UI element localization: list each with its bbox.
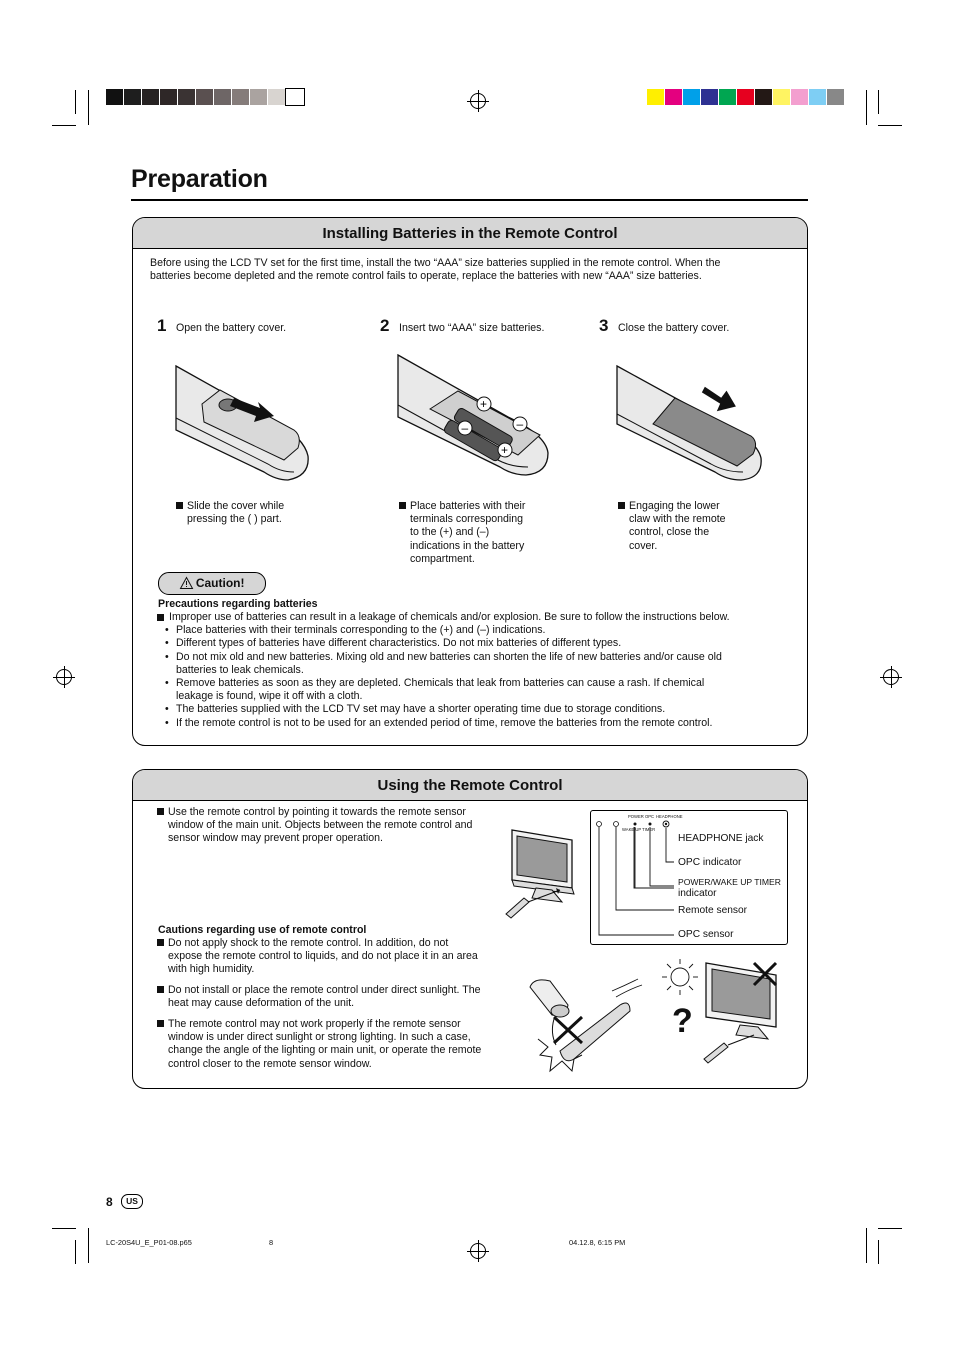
- power-timer-label: POWER/WAKE UP TIMER: [678, 877, 781, 887]
- crop-mark: [52, 1228, 76, 1229]
- panel-label-headphone: HEADPHONE: [656, 814, 683, 819]
- warning-triangle-icon: [180, 577, 193, 589]
- color-swatch: [142, 89, 160, 105]
- crop-mark: [866, 90, 867, 125]
- color-swatch: [755, 89, 773, 105]
- color-swatch: [809, 89, 827, 105]
- remote-cover-open-illustration: [176, 360, 316, 485]
- color-swatch: [737, 89, 755, 105]
- registration-mark-icon: [470, 1243, 486, 1259]
- region-badge: US: [121, 1194, 143, 1209]
- caution-item: Do not apply shock to the remote control. In addition, do not expose the remote control to liquids, and do not place it in an area with high humidity.: [157, 937, 478, 977]
- remote-sensor-label: Remote sensor: [678, 905, 748, 916]
- color-swatch: [106, 89, 124, 105]
- svg-text:–: –: [461, 421, 469, 435]
- step-note-line: compartment.: [410, 552, 475, 565]
- remote-use-note: Use the remote control by pointing it towards the remote sensor window of the main unit. Objects between the remote control and sensor window may prevent proper operation.: [157, 806, 472, 846]
- svg-text:+: +: [501, 443, 509, 457]
- step-note-line: to the (+) and (–): [410, 526, 490, 539]
- crop-mark: [878, 1240, 879, 1264]
- registration-mark-icon: [470, 93, 486, 109]
- color-swatch: [268, 89, 286, 105]
- panel-label-power: POWER: [628, 814, 644, 819]
- bullet-square-icon: [176, 502, 183, 509]
- page-title: Preparation: [131, 165, 268, 193]
- color-swatch: [719, 89, 737, 105]
- list-item: • Place batteries with their terminals corresponding to the (+) and (–) indications.: [165, 624, 546, 637]
- precautions-list: [157, 611, 787, 730]
- crop-mark: [75, 90, 76, 114]
- tv-with-remote-illustration: [502, 828, 584, 920]
- step-note-line: cover.: [629, 539, 658, 552]
- bullet-square-icon: [157, 986, 164, 993]
- crop-mark: [88, 90, 89, 125]
- crop-mark: [88, 1228, 89, 1263]
- precautions-lead: [157, 611, 787, 624]
- crop-mark: [878, 90, 879, 114]
- step-note: [176, 500, 284, 526]
- color-swatch: [647, 89, 665, 105]
- svg-text:–: –: [516, 417, 524, 431]
- crop-mark: [75, 1240, 76, 1264]
- bullet-square-icon: [618, 502, 625, 509]
- step-note-line: terminals corresponding: [410, 513, 524, 526]
- list-item: • Do not mix old and new batteries. Mixing old and new batteries can shorten the life of new batteries and/or cause old batteries to leak chemicals.: [165, 650, 722, 676]
- headphone-jack-label: HEADPHONE jack: [678, 833, 764, 844]
- color-swatch: [773, 89, 791, 105]
- crop-mark: [52, 125, 76, 126]
- list-item: • Different types of batteries have different characteristics. Do not mix batteries of different types.: [165, 637, 622, 650]
- remote-batteries-insert-illustration: [398, 355, 553, 480]
- list-item: • If the remote control is not to be used for an extended period of time, remove the batteries from the remote control.: [165, 716, 713, 729]
- remote-liquid-shock-illustration: [520, 975, 645, 1075]
- panel-label-wakeup: WAKE UP TIMER: [622, 827, 656, 832]
- color-swatch: [286, 89, 304, 105]
- step-note: [618, 500, 726, 553]
- footer-filename: LC-20S4U_E_P01-08.p65: [106, 1238, 192, 1247]
- grayscale-color-bar: [106, 89, 304, 105]
- step-label: Close the battery cover.: [618, 322, 730, 334]
- bullet-square-icon: [157, 1020, 164, 1027]
- panel-label-opc: OPC: [645, 814, 655, 819]
- crop-mark: [866, 1228, 867, 1263]
- remote-cover-close-illustration: [617, 362, 767, 487]
- caution-item: The remote control may not work properly if the remote sensor window is under direct sunlight or strong lighting. In such a case, change the angle of the lighting or main unit, or operate the remote control closer to the remote sensor window.: [157, 1018, 481, 1071]
- power-timer-label-2: indicator: [678, 888, 717, 899]
- batteries-intro-line: Before using the LCD TV set for the first time, install the two “AAA” size batteries supplied in the remote control. When the: [150, 257, 721, 269]
- color-swatch: [250, 89, 268, 105]
- caution-label: Caution!: [195, 576, 245, 590]
- step-number: 1: [157, 316, 167, 335]
- color-swatch: [701, 89, 719, 105]
- color-swatch: [665, 89, 683, 105]
- step-note-line: Engaging the lower: [629, 500, 720, 512]
- page-number: 8: [106, 1195, 113, 1209]
- precautions-lead-text: Improper use of batteries can result in a leakage of chemicals and/or explosion. Be sure to follow the instructions below.: [169, 611, 730, 623]
- step-note-line: Slide the cover while: [187, 500, 285, 512]
- color-swatch: [178, 89, 196, 105]
- svg-text:+: +: [480, 397, 488, 411]
- step-note-line: control, close the: [629, 526, 710, 539]
- registration-mark-icon: [883, 669, 899, 685]
- color-swatch: [124, 89, 142, 105]
- opc-sensor-label: OPC sensor: [678, 929, 734, 940]
- step-note-line: pressing the ( ) part.: [187, 513, 282, 526]
- question-mark-icon: ?: [672, 1002, 693, 1040]
- process-color-bar: [647, 89, 845, 105]
- list-item: • The batteries supplied with the LCD TV set may have a shorter operating time due to storage conditions.: [165, 703, 666, 716]
- footer-page: 8: [269, 1238, 274, 1247]
- cautions-title: Cautions regarding use of remote control: [158, 924, 367, 936]
- step-label: Insert two “AAA” size batteries.: [399, 322, 545, 334]
- color-swatch: [683, 89, 701, 105]
- title-rule: [131, 199, 808, 201]
- registration-mark-icon: [56, 669, 72, 685]
- bullet-square-icon: [157, 939, 164, 946]
- color-swatch: [196, 89, 214, 105]
- batteries-heading: Installing Batteries in the Remote Control: [133, 218, 807, 249]
- remote-heading: Using the Remote Control: [133, 770, 807, 801]
- step-note-line: Place batteries with their: [410, 500, 526, 512]
- bullet-square-icon: [157, 614, 164, 621]
- crop-mark: [878, 125, 902, 126]
- footer-timestamp: 04.12.8, 6:15 PM: [569, 1238, 626, 1247]
- crop-mark: [878, 1228, 902, 1229]
- color-swatch: [214, 89, 232, 105]
- color-swatch: [160, 89, 178, 105]
- color-swatch: [232, 89, 250, 105]
- caution-badge: [158, 572, 266, 595]
- bullet-square-icon: [157, 808, 164, 815]
- precautions-title: Precautions regarding batteries: [158, 598, 318, 610]
- step-note-line: claw with the remote: [629, 513, 726, 526]
- bullet-square-icon: [399, 502, 406, 509]
- step-note: [399, 500, 525, 566]
- list-item: • Remove batteries as soon as they are depleted. Chemicals that leak from batteries can cause a rash. If chemical leakage is found, wipe it off with a cloth.: [165, 677, 705, 703]
- step-note-line: indications in the battery: [410, 539, 525, 552]
- step-label: Open the battery cover.: [176, 322, 287, 334]
- color-swatch: [791, 89, 809, 105]
- step-number: 3: [599, 316, 609, 335]
- opc-indicator-label: OPC indicator: [678, 857, 742, 868]
- batteries-intro-line: batteries become depleted and the remote control fails to operate, replace the batteries with new “AAA” size batteries.: [150, 270, 702, 282]
- step-number: 2: [380, 316, 390, 335]
- caution-item: Do not install or place the remote control under direct sunlight. The heat may cause deformation of the unit.: [157, 984, 481, 1010]
- color-swatch: [827, 89, 845, 105]
